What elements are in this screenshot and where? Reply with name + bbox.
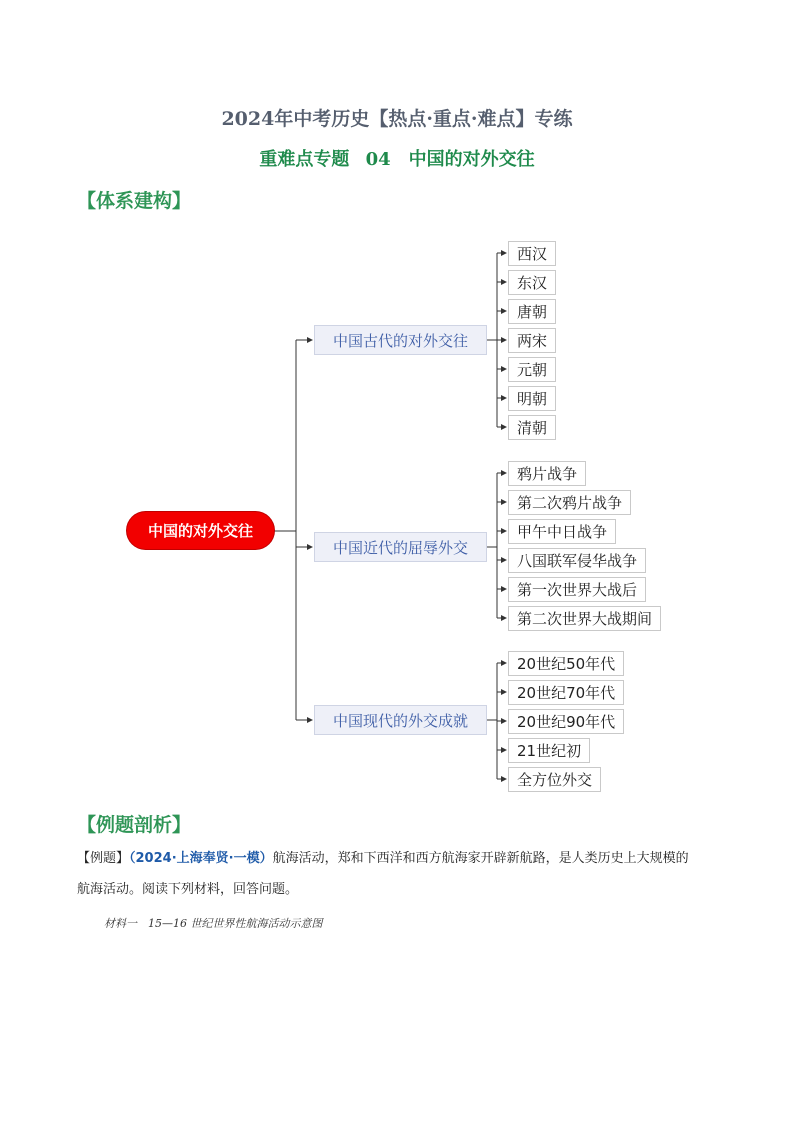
leaf-node: 20世纪90年代 xyxy=(508,709,624,734)
leaf-node: 甲午中日战争 xyxy=(508,519,616,544)
page-title: 2024年中考历史【热点·重点·难点】专练 xyxy=(221,108,573,130)
leaf-node: 第二次鸦片战争 xyxy=(508,490,631,515)
leaf-node: 鸦片战争 xyxy=(508,461,586,486)
leaf-node: 东汉 xyxy=(508,270,556,295)
leaf-node: 清朝 xyxy=(508,415,556,440)
section-structure-heading: 【体系建构】 xyxy=(77,190,192,212)
branch-modern-humiliation-node: 中国近代的屈辱外交 xyxy=(314,532,487,562)
material-caption: 材料一 15—16 世纪世界性航海活动示意图 xyxy=(104,917,323,930)
example-text-line2: 航海活动。阅读下列材料，回答问题。 xyxy=(77,882,299,897)
leaf-node: 20世纪50年代 xyxy=(508,651,624,676)
page-subtitle: 重难点专题 04 中国的对外交往 xyxy=(259,149,535,170)
example-paragraph xyxy=(77,843,727,905)
leaf-node: 第二次世界大战期间 xyxy=(508,606,661,631)
leaf-node: 全方位外交 xyxy=(508,767,601,792)
leaf-node: 元朝 xyxy=(508,357,556,382)
example-text-line1: 航海活动，郑和下西洋和西方航海家开辟新航路，是人类历史上大规模的 xyxy=(272,851,689,866)
leaf-node: 第一次世界大战后 xyxy=(508,577,646,602)
leaf-node: 20世纪70年代 xyxy=(508,680,624,705)
leaf-node: 两宋 xyxy=(508,328,556,353)
example-prefix: 【例题】 xyxy=(77,851,130,866)
leaf-node: 唐朝 xyxy=(508,299,556,324)
leaf-node: 明朝 xyxy=(508,386,556,411)
diagram-root-node: 中国的对外交往 xyxy=(127,512,274,549)
branch-contemporary-node: 中国现代的外交成就 xyxy=(314,705,487,735)
branch-ancient-node: 中国古代的对外交往 xyxy=(314,325,487,355)
example-source: （2024·上海奉贤·一模） xyxy=(129,851,273,866)
section-example-heading: 【例题剖析】 xyxy=(77,814,192,836)
leaf-node: 21世纪初 xyxy=(508,738,590,763)
leaf-node: 西汉 xyxy=(508,241,556,266)
leaf-node: 八国联军侵华战争 xyxy=(508,548,646,573)
